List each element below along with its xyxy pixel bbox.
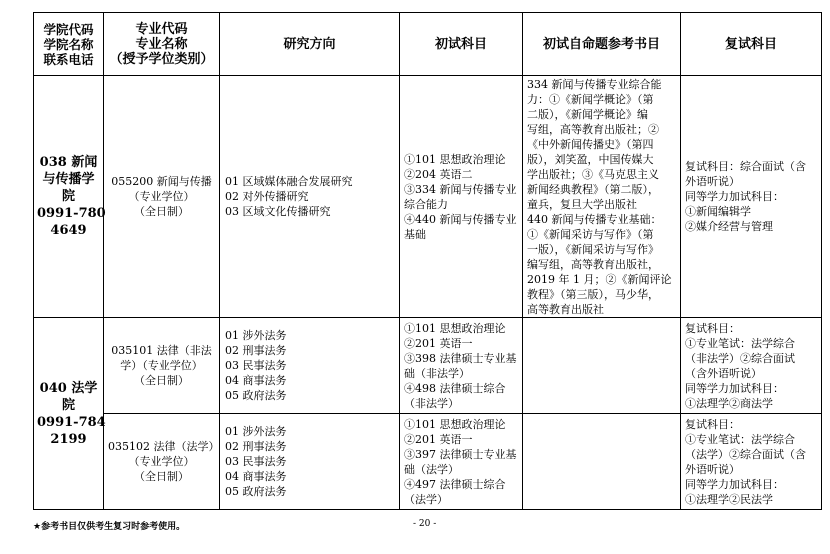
college-name-line: 038 新闻	[39, 155, 98, 170]
book-line: 教程》（第三版），马少华，	[527, 287, 659, 301]
exam-item: ③397 法律硕士专业基	[404, 447, 517, 461]
retest-line: 同等学力加试科目：	[685, 381, 784, 395]
header-college-line: 学院名称	[43, 36, 94, 52]
retest-line: （法学）②综合面试（含	[685, 447, 806, 461]
direction-item: 01 区域媒体融合发展研究	[225, 175, 353, 188]
exam-item: ①101 思想政治理论	[404, 321, 506, 335]
direction-cell	[220, 76, 400, 318]
college-cell	[34, 76, 104, 318]
header-row	[34, 13, 822, 76]
header-books: 初试自命题参考书目	[523, 13, 681, 76]
direction-item: 03 民事法务	[225, 455, 287, 468]
retest-line: ②媒介经营与管理	[685, 220, 773, 233]
exam-item: 综合能力	[404, 197, 448, 211]
retest-line: 复试科目：	[685, 321, 740, 335]
college-name-line: 与传播学	[42, 172, 95, 187]
exam-item: 基础	[404, 227, 426, 241]
book-line: 力：①《新闻学概论》（第	[527, 92, 654, 106]
college-name-line: 院	[61, 189, 75, 204]
retest-line: （含外语听说）	[685, 366, 762, 380]
header-major-line: 专业代码	[135, 21, 188, 37]
retest-line: 外语听说）	[685, 175, 740, 188]
direction-cell	[220, 318, 400, 414]
retest-line: 同等学力加试科目：	[685, 190, 784, 203]
major-line: （专业学位）	[128, 455, 195, 468]
direction-item: 02 刑事法务	[225, 344, 287, 357]
exam-cell	[400, 318, 523, 414]
header-college-line: 学院代码	[43, 21, 94, 37]
header-college	[34, 13, 104, 76]
header-college-line: 联系电话	[43, 51, 94, 67]
direction-item: 05 政府法务	[225, 389, 287, 402]
exam-cell	[400, 76, 523, 318]
exam-item: （非法学）	[404, 396, 459, 410]
major-cell	[104, 318, 220, 414]
college-name-line: 040 法学	[39, 380, 98, 396]
exam-item: ③398 法律硕士专业基	[404, 351, 517, 365]
book-line: 学出版社；③《马克思主义	[527, 167, 659, 181]
book-line: 《中外新闻传播史》（第四	[527, 137, 654, 151]
direction-item: 03 区域文化传播研究	[225, 205, 331, 218]
exam-item: 础（法学）	[404, 462, 459, 476]
direction-item: 02 刑事法务	[225, 440, 287, 453]
major-cell	[104, 76, 220, 318]
header-major	[104, 13, 220, 76]
direction-item: 01 涉外法务	[225, 329, 287, 342]
exam-item: ③334 新闻与传播专业	[404, 182, 517, 196]
retest-line: ①专业笔试：法学综合	[685, 336, 795, 350]
book-line: 童兵，复旦大学出版社	[527, 197, 637, 211]
exam-item: ④498 法律硕士综合	[404, 381, 506, 395]
book-line: 二版），《新闻学概论》编	[527, 107, 648, 121]
major-line: 035102 法律（法学）	[108, 440, 220, 453]
page-number: - 20 -	[413, 519, 437, 529]
book-line: 一版），《新闻采访与写作》	[527, 242, 659, 256]
exam-item: ④440 新闻与传播专业	[404, 212, 517, 226]
direction-item: 01 涉外法务	[225, 425, 287, 438]
book-line: 334 新闻与传播专业综合能	[527, 77, 662, 91]
retest-line: ①新闻编辑学	[685, 205, 751, 218]
direction-item: 03 民事法务	[225, 359, 287, 372]
direction-item: 04 商事法务	[225, 374, 287, 387]
books-cell	[523, 318, 681, 414]
retest-line: ①法理学②商法学	[685, 396, 773, 410]
book-line: 写组，高等教育出版社；②	[527, 122, 659, 136]
exam-item: 础（非法学）	[404, 366, 470, 380]
major-line: （全日制）	[134, 470, 189, 483]
table-row	[34, 76, 822, 318]
major-line: 055200 新闻与传播	[111, 175, 212, 188]
retest-line: 同等学力加试科目：	[685, 477, 784, 491]
exam-item: ④497 法律硕士综合	[404, 477, 506, 491]
reference-note: ★参考书目仅供考生复习时参考使用。	[33, 522, 186, 532]
college-phone-line: 0991-780	[37, 206, 106, 221]
college-phone-line: 4649	[50, 223, 87, 238]
major-line: （专业学位）	[128, 190, 195, 203]
exam-item: （法学）	[404, 492, 448, 506]
book-line: 高等教育出版社	[527, 302, 604, 316]
direction-item: 05 政府法务	[225, 485, 287, 498]
book-line: 2019 年 1 月；②《新闻评论	[527, 272, 672, 286]
book-line: 440 新闻与传播专业基础：	[527, 212, 662, 226]
major-line: （全日制）	[134, 374, 189, 387]
table-row	[34, 318, 822, 414]
header-retest: 复试科目	[681, 13, 822, 76]
retest-cell	[681, 318, 822, 414]
retest-line: ①专业笔试：法学综合	[685, 432, 795, 446]
exam-cell	[400, 414, 523, 510]
direction-item: 02 对外传播研究	[225, 190, 309, 203]
book-line: ①《新闻采访与写作》（第	[527, 227, 654, 241]
college-cell	[34, 318, 104, 510]
header-major-line: （授予学位类别）	[109, 51, 214, 67]
header-major-line: 专业名称	[135, 36, 188, 52]
table-row	[34, 414, 822, 510]
major-cell	[104, 414, 220, 510]
catalog-table	[33, 12, 822, 510]
exam-item: ②204 英语二	[404, 167, 473, 181]
college-phone-line: 2199	[50, 431, 87, 447]
retest-line: （非法学）②综合面试	[685, 351, 795, 365]
book-line: 版），刘笑盈，中国传媒大	[527, 152, 654, 166]
major-line: （全日制）	[134, 205, 189, 218]
direction-cell	[220, 414, 400, 510]
retest-line: 复试科目：综合面试（含	[685, 160, 806, 173]
book-line: 新闻经典教程》（第二版），	[527, 182, 659, 196]
books-cell	[523, 414, 681, 510]
exam-item: ①101 思想政治理论	[404, 417, 506, 431]
retest-line: ①法理学②民法学	[685, 492, 773, 506]
exam-item: ②201 英语一	[404, 336, 473, 350]
retest-line: 外语听说）	[685, 462, 740, 476]
college-phone-line: 0991-784	[37, 414, 106, 430]
major-line: 035101 法律（非法	[111, 344, 212, 357]
retest-line: 复试科目：	[685, 417, 740, 431]
header-exam: 初试科目	[400, 13, 523, 76]
retest-cell	[681, 76, 822, 318]
book-line: 编写组，高等教育出版社，	[527, 257, 659, 271]
header-direction: 研究方向	[220, 13, 400, 76]
major-line: 学）（专业学位）	[120, 359, 203, 372]
direction-item: 04 商事法务	[225, 470, 287, 483]
college-name-line: 院	[61, 397, 75, 413]
books-cell	[523, 76, 681, 318]
exam-item: ①101 思想政治理论	[404, 152, 506, 166]
exam-item: ②201 英语一	[404, 432, 473, 446]
retest-cell	[681, 414, 822, 510]
